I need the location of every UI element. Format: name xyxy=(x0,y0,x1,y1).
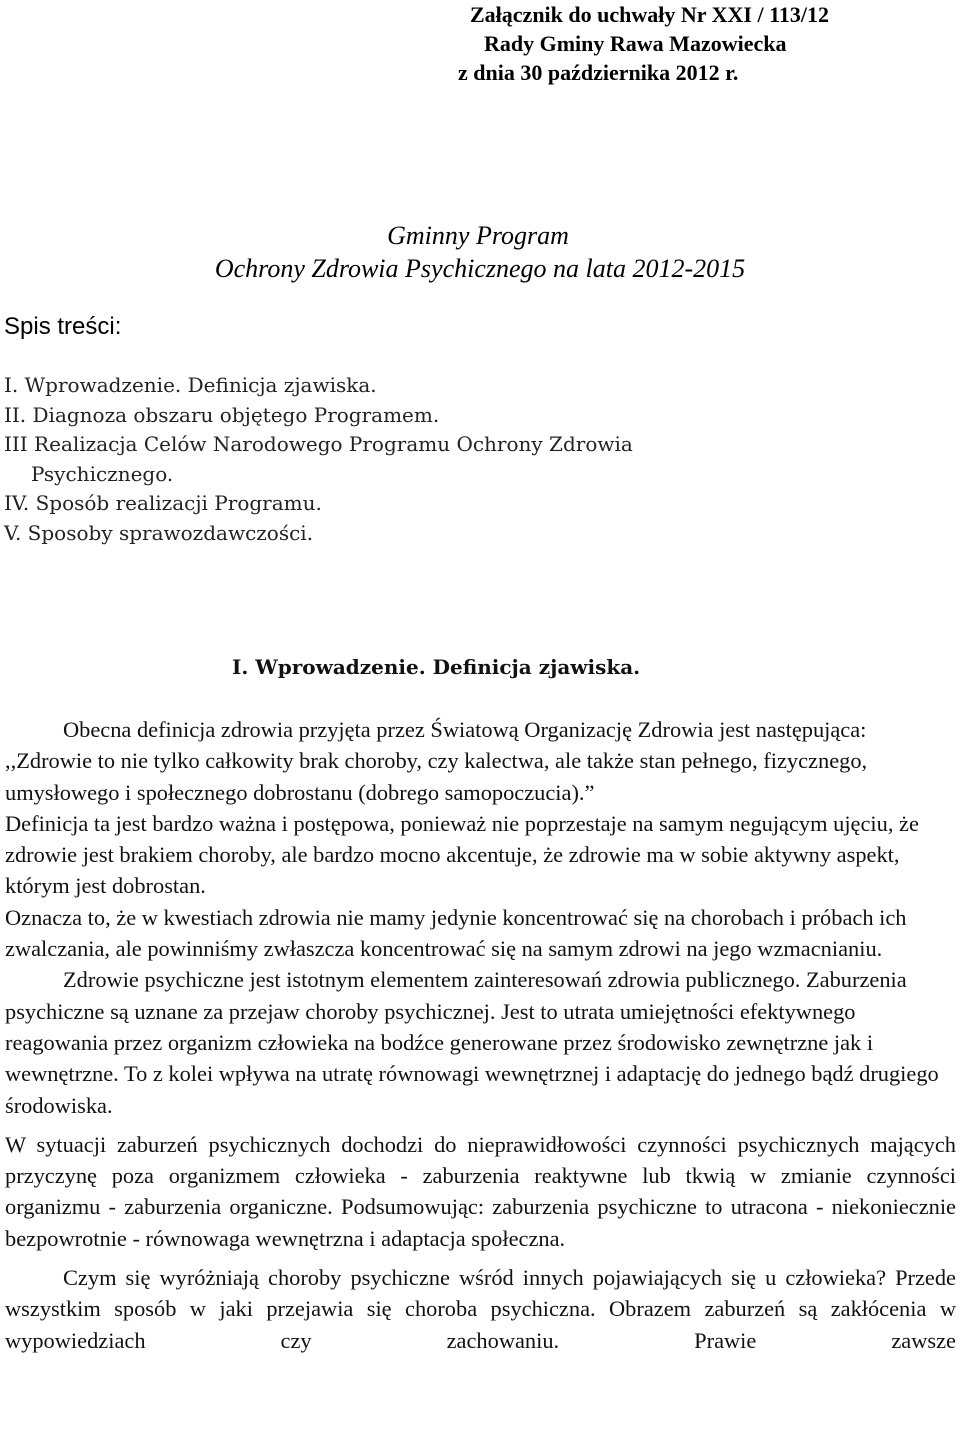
paragraph: Obecna definicja zdrowia przyjęta przez Światową Organizację Zdrowia jest następująca: xyxy=(63,717,867,742)
section-heading: I. Wprowadzenie. Definicja zjawiska. xyxy=(232,655,641,679)
paragraph: W sytuacji zaburzeń psychicznych dochodzi do nieprawidłowości czynności psychicznych mających przyczynę poza organizmem człowieka - zaburzenia reaktywne lub tkwią w zmianie czynności organizmu - zaburzenia organiczne. Podsumowując: zaburzenia psychiczne to utracona - niekoniecznie bezpowrotnie - równowaga wewnętrzna i adaptacja społeczna. xyxy=(5,1131,956,1251)
quote-paragraph: ,,Zdrowie to nie tylko całkowity brak choroby, czy kalectwa, ale także stan pełnego, fizycznego, umysłowego i społecznego dobrostanu (dobrego samopoczucia).” xyxy=(5,748,868,805)
title-line-1: Gminny Program xyxy=(387,221,569,250)
header-line-2: Rady Gminy Rawa Mazowiecka xyxy=(484,31,787,56)
paragraph: Czym się wyróżniają choroby psychiczne wśród innych pojawiających się u człowieka? Przede wszystkim sposób w jaki przejawia się choroba psychiczna. Obrazem zaburzeń są zakłócenia w wypowiedziach czy zachowaniu. Prawie zawsze xyxy=(5,1265,956,1353)
paragraph: Zdrowie psychiczne jest istotnym elementem zainteresowań zdrowia publicznego. Zaburzenia psychiczne są uznane za przejaw choroby psychicznej. Jest to utrata umiejętności efektywnego reagowania przez organizm człowieka na bodźce generowane przez środowisko zewnętrzne jak i wewnętrzne. To z kolei wpływa na utratę równowagi wewnętrznej i adaptację do jednego bądź drugiego środowiska. xyxy=(5,967,939,1118)
toc-item: III Realizacja Celów Narodowego Programu Ochrony Zdrowia xyxy=(4,432,633,457)
resolution-header xyxy=(440,0,840,87)
toc-item: II. Diagnoza obszaru objętego Programem. xyxy=(4,402,440,427)
toc-item: Psychicznego. xyxy=(31,461,174,486)
toc-item: V. Sposoby sprawozdawczości. xyxy=(4,520,314,545)
table-of-contents xyxy=(4,371,633,549)
paragraph: Oznacza to, że w kwestiach zdrowia nie mamy jedynie koncentrować się na chorobach i próbach ich zwalczania, ale powinniśmy zwłaszcza koncentrować się na samym zdrowi na jego wzmacnianiu. xyxy=(5,904,907,962)
title-line-2: Ochrony Zdrowia Psychicznego na lata 2012-2015 xyxy=(214,254,746,283)
header-line-3: z dnia 30 października 2012 r. xyxy=(458,60,739,85)
header-line-1: Załącznik do uchwały Nr XXI / 113/12 xyxy=(470,2,829,27)
document-title xyxy=(0,219,960,285)
toc-heading: Spis treści: xyxy=(4,313,122,340)
toc-item: I. Wprowadzenie. Definicja zjawiska. xyxy=(4,373,377,397)
paragraph: Definicja ta jest bardzo ważna i postępowa, ponieważ nie poprzestaje na samym negującym ujęciu, że zdrowie jest brakiem choroby, ale bardzo mocno akcentuje, że zdrowie ma w sobie aktywny aspekt, którym jest dobrostan. xyxy=(5,810,919,899)
body-text xyxy=(5,714,956,1356)
toc-item: IV. Sposób realizacji Programu. xyxy=(4,491,322,516)
